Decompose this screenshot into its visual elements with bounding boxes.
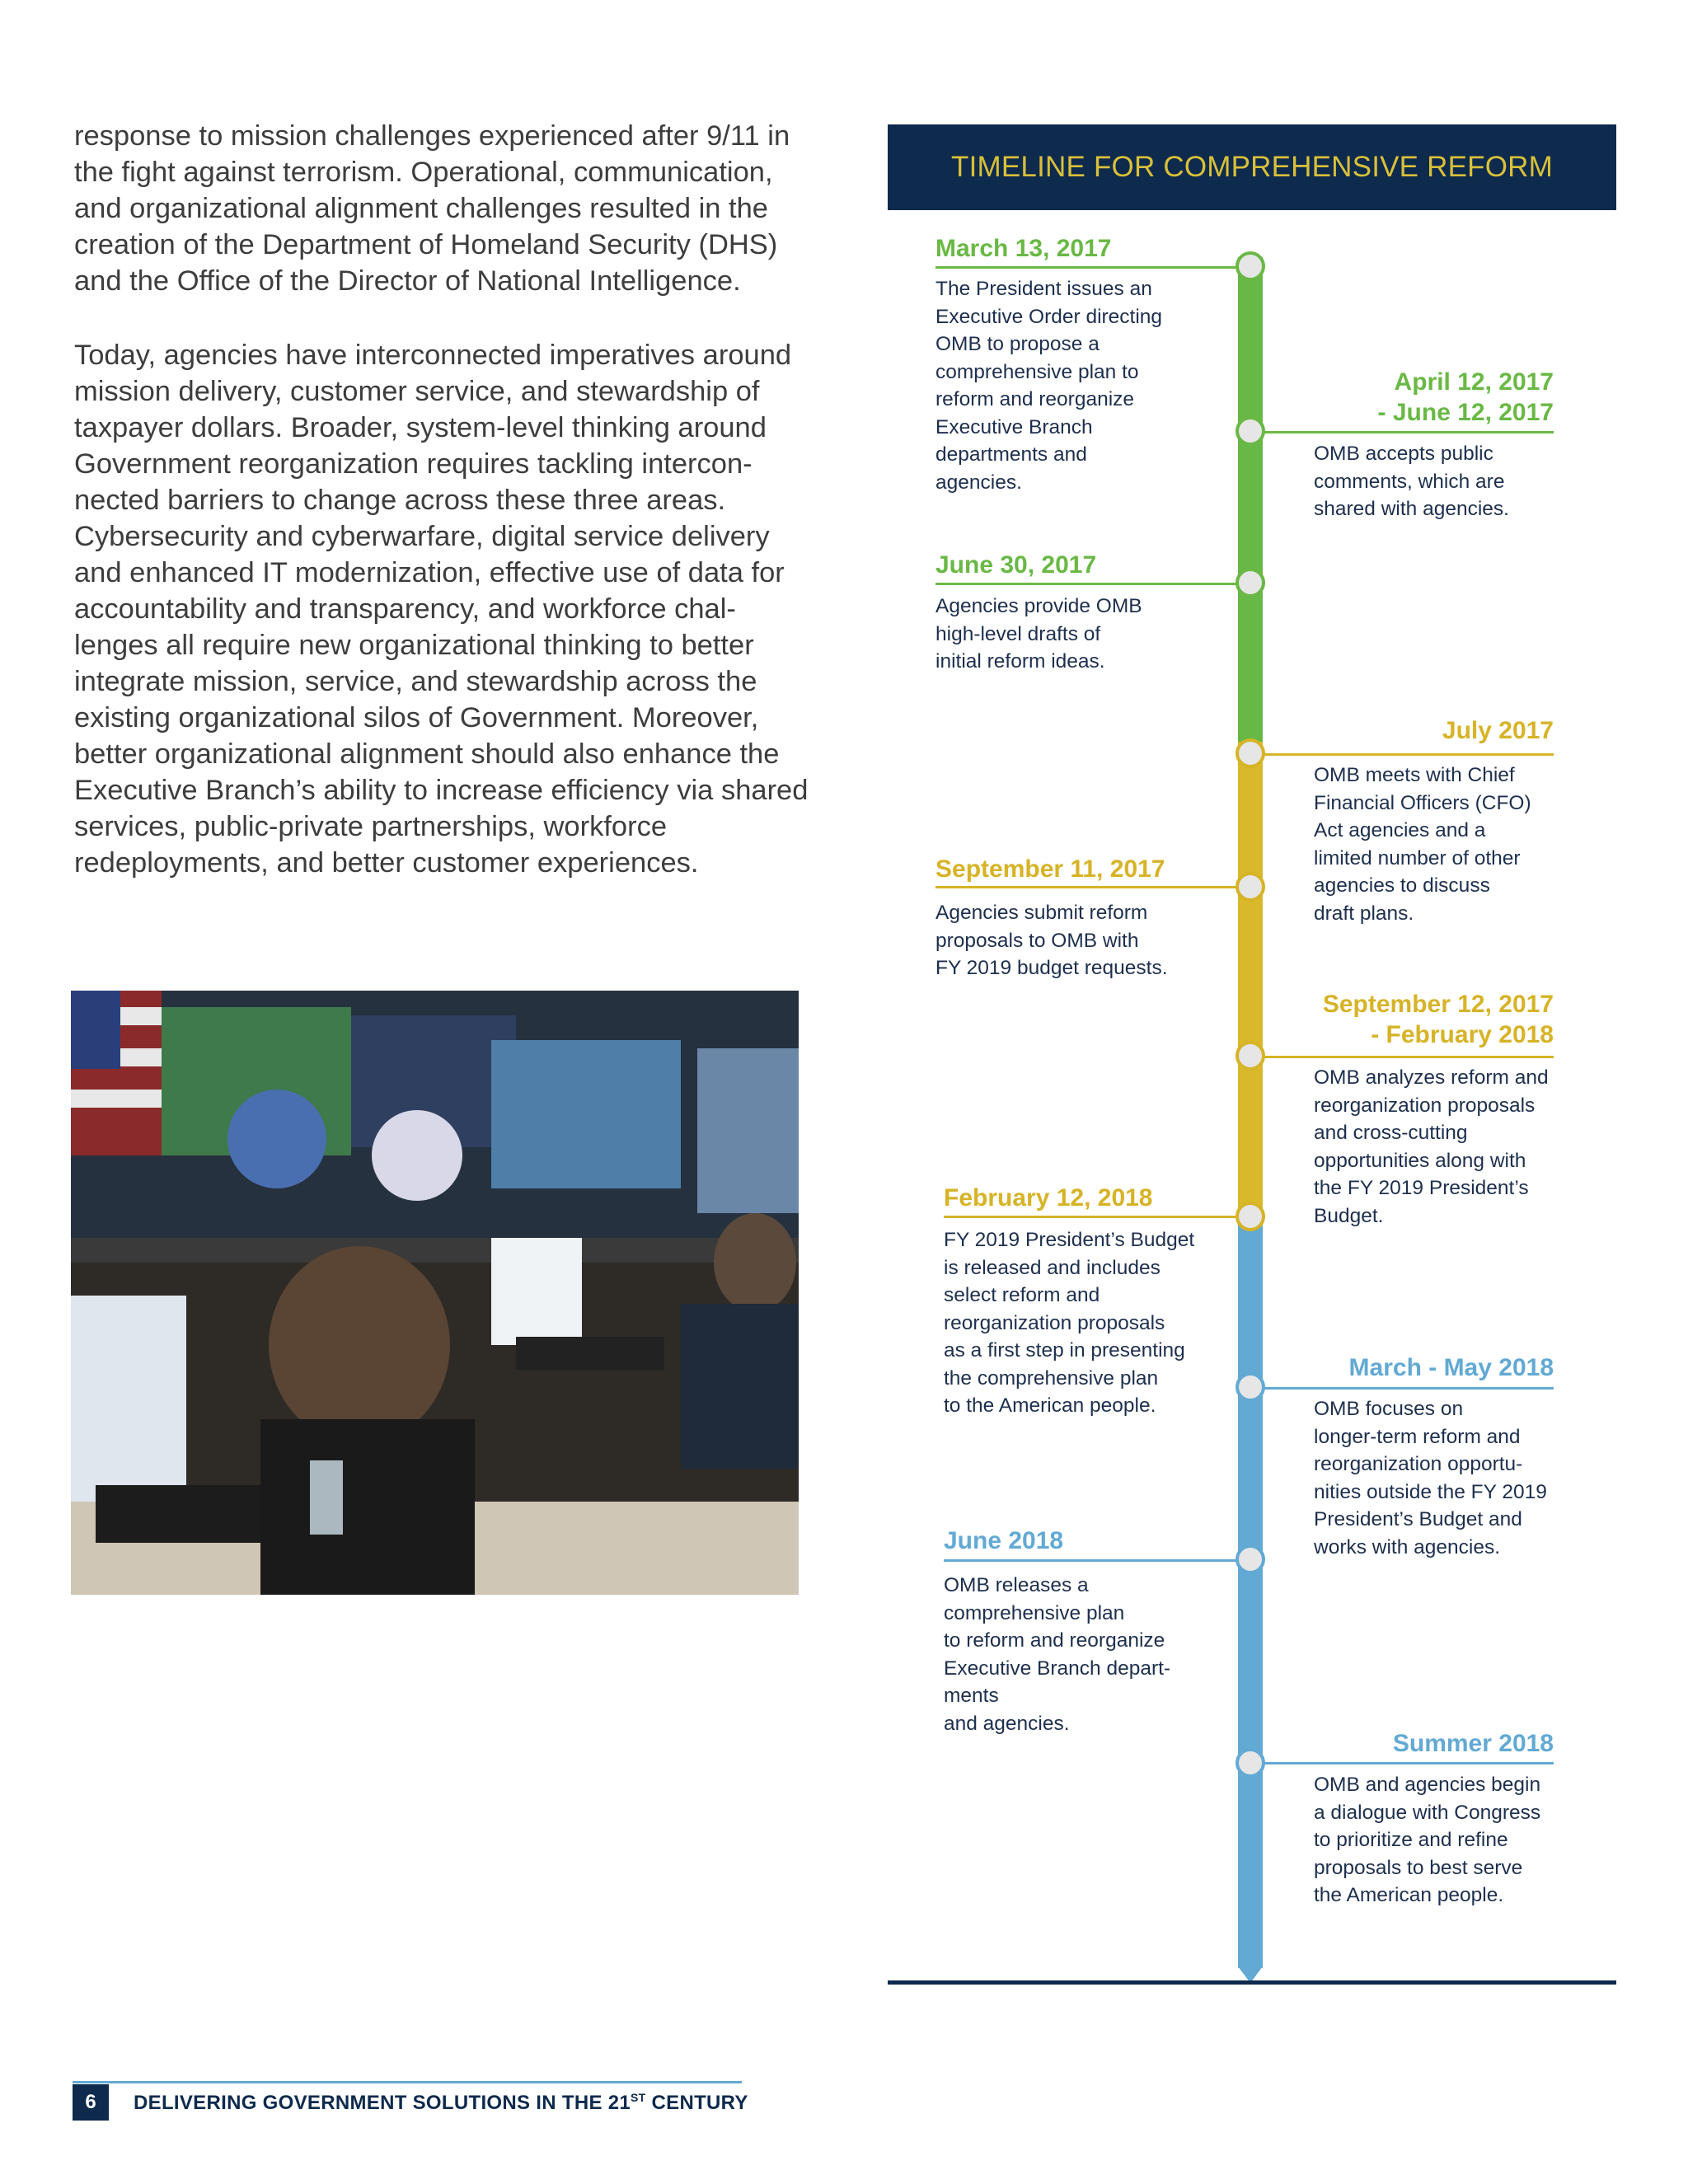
timeline-node: [1236, 1748, 1265, 1778]
timeline-spine-2017-h1: [1238, 257, 1263, 748]
timeline-spine-2018: [1238, 1212, 1263, 1968]
timeline-title: TIMELINE FOR COMPREHENSIVE REFORM: [888, 124, 1616, 210]
body-paragraph-2: Today, agencies have interconnected imperatives around mission delivery, customer service, and stewardship of taxpayer dollars. Broader, system-level thinking around Government reorganization requires tackling intercon-nected barriers to change across these three areas. Cybersecurity and cyberwarfare, digital service delivery and enhanced IT modernization, effective use of data for accountability and transparency, and workforce chal-lenges all require new organizational thinking to better integrate mission, service, and stewardship across the existing organizational silos of Government. Moreover, better organizational alignment should also enhance the Executive Branch’s ability to increase efficiency via shared services, public-private partnerships, workforce redeployments, and better customer experiences.: [74, 340, 809, 879]
event-date: June 2018: [944, 1527, 1064, 1554]
operations-center-photo: [71, 991, 799, 1595]
event-description: The President issues an Executive Order directing OMB to propose a comprehensive plan to reform and reorganize Executive Branch departments and agencies.: [935, 278, 1163, 494]
event-date: September 11, 2017: [935, 855, 1165, 883]
event-description: Agencies provide OMB high-level drafts of initial reform ideas.: [935, 595, 1142, 673]
event-description: OMB meets with Chief Financial Officers (CFO) Act agencies and a limited number of other agencies to discuss draft plans.: [1314, 764, 1531, 925]
timeline-node: [1236, 416, 1265, 446]
timeline-node: [1236, 568, 1265, 598]
page-number: 6: [73, 2084, 109, 2121]
event-description: OMB releases a comprehensive plan to reform and reorganize Executive Branch depart- ments and agencies.: [944, 1574, 1171, 1735]
timeline-bottom-rule: [888, 1980, 1616, 1985]
body-paragraph-1: response to mission challenges experienced after 9/11 in the fight against terrorism. Operational, communication, and organizational alignment challenges resulted in the creation of the Department of Homeland Security (DHS) and the Office of the Director of National Intelligence.: [74, 120, 790, 297]
timeline-node: [1236, 1202, 1265, 1231]
event-description: OMB and agencies begin a dialogue with Congress to prioritize and refine proposals to best serve the American people.: [1314, 1774, 1541, 1906]
timeline-node: [1236, 251, 1265, 281]
event-date: July 2017: [1442, 717, 1554, 744]
event-date: Summer 2018: [1392, 1730, 1554, 1757]
timeline-node: [1236, 738, 1265, 768]
footer-title-end: CENTURY: [645, 2092, 748, 2114]
footer-rule: [73, 2081, 742, 2083]
footer-title: [134, 2092, 748, 2115]
timeline-node: [1236, 1544, 1265, 1574]
timeline-spine-2017-h2: [1238, 742, 1263, 1218]
footer-title-main: DELIVERING GOVERNMENT SOLUTIONS IN THE 21: [134, 2092, 631, 2114]
event-date: June 30, 2017: [935, 551, 1097, 579]
event-date: September 12, 2017 - February 2018: [1322, 991, 1554, 1048]
event-description: OMB analyzes reform and reorganization proposals and cross-cutting opportunities along with the FY 2019 President’s Budget.: [1314, 1066, 1549, 1227]
timeline-node: [1236, 872, 1265, 902]
event-date: February 12, 2018: [944, 1184, 1153, 1212]
event-description: OMB accepts public comments, which are shared with agencies.: [1314, 443, 1509, 520]
event-description: FY 2019 President’s Budget is released and includes select reform and reorganization proposals as a first step in presenting the comprehensive plan to the American people.: [944, 1229, 1195, 1417]
event-date: March - May 2018: [1348, 1354, 1554, 1381]
event-date: March 13, 2017: [935, 235, 1112, 262]
timeline-node: [1236, 1372, 1265, 1402]
event-description: OMB focuses on longer-term reform and reorganization opportu- nities outside the FY 2019 President’s Budget and works with agencies.: [1314, 1398, 1547, 1558]
event-date: April 12, 2017 - June 12, 2017: [1377, 368, 1554, 426]
footer-title-superscript: ST: [631, 2091, 646, 2104]
event-description: Agencies submit reform proposals to OMB with FY 2019 budget requests.: [935, 902, 1168, 979]
